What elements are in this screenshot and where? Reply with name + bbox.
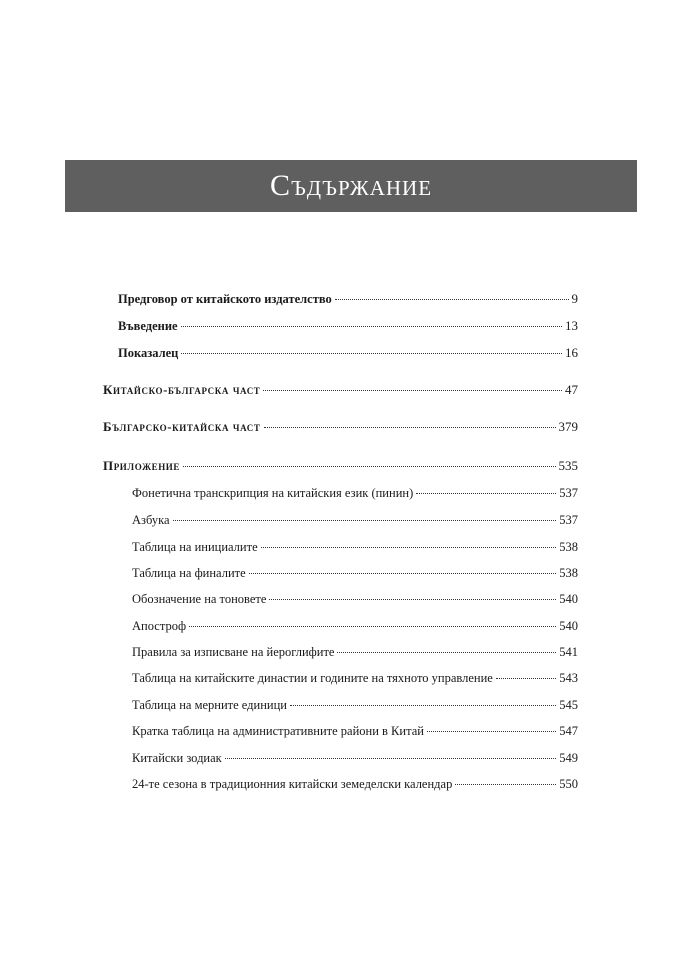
dot-leader: [225, 758, 557, 759]
toc-entry-label: Таблица на китайските династии и годините на тяхното управление: [132, 671, 493, 685]
toc-entry-label: 24-те сезона в традиционния китайски земеделски календар: [132, 777, 453, 791]
toc-entry-label: Апостроф: [132, 619, 187, 633]
toc-entry-appendix-item[interactable]: [132, 777, 578, 797]
dot-leader: [263, 390, 562, 391]
dot-leader: [181, 353, 562, 354]
toc-entry-page: 549: [559, 751, 578, 765]
toc-entry-appendix-item[interactable]: [132, 751, 578, 771]
dot-leader: [337, 652, 556, 653]
toc-entry-page: 537: [559, 513, 578, 527]
toc-entry-appendix-item[interactable]: [132, 540, 578, 560]
toc-entry-page: 16: [565, 345, 578, 360]
toc-entry-label: Приложение: [103, 458, 180, 473]
page-title: Съдържание: [269, 169, 433, 202]
contents-header-banner: [65, 160, 637, 212]
toc-entry-bulgarian-chinese[interactable]: [103, 419, 578, 439]
toc-entry-label: Таблица на инициалите: [132, 540, 258, 554]
dot-leader: [261, 547, 557, 548]
toc-entry-appendix-item[interactable]: [132, 724, 578, 744]
toc-entry-appendix-item[interactable]: [132, 645, 578, 665]
toc-entry-chinese-bulgarian[interactable]: [103, 382, 578, 402]
toc-entry-appendix-item[interactable]: [132, 698, 578, 718]
toc-entry-page: 535: [558, 458, 578, 473]
toc-entry-appendix-item[interactable]: [132, 592, 578, 612]
toc-entry-label: Правила за изписване на йероглифите: [132, 645, 335, 659]
toc-entry-label: Таблица на мерните единици: [132, 698, 287, 712]
toc-entry-page: 47: [565, 382, 578, 397]
dot-leader: [335, 299, 569, 300]
toc-entry-page: 379: [558, 419, 578, 434]
dot-leader: [189, 626, 556, 627]
toc-entry-page: 540: [559, 619, 578, 633]
toc-entry-label: Обозначение на тоновете: [132, 592, 267, 606]
toc-entry-appendix-item[interactable]: [132, 513, 578, 533]
toc-entry-page: 538: [559, 540, 578, 554]
toc-entry-page: 13: [565, 318, 578, 333]
toc-entry-label: Китайско-българска част: [103, 382, 261, 397]
toc-entry-label: Таблица на финалите: [132, 566, 246, 580]
toc-entry-page: 547: [559, 724, 578, 738]
toc-entry-page: 538: [559, 566, 578, 580]
toc-entry-index[interactable]: [118, 345, 578, 365]
toc-entry-label: Кратка таблица на административните райони в Китай: [132, 724, 424, 738]
toc-entry-label: Въведение: [118, 319, 178, 333]
dot-leader: [416, 493, 556, 494]
dot-leader: [249, 573, 557, 574]
toc-entry-preface[interactable]: [118, 291, 578, 311]
dot-leader: [264, 427, 556, 428]
toc-entry-label: Китайски зодиак: [132, 751, 222, 765]
dot-leader: [183, 466, 556, 467]
toc-entry-page: 543: [559, 671, 578, 685]
toc-entry-label: Предговор от китайското издателство: [118, 292, 332, 306]
dot-leader: [290, 705, 556, 706]
toc-entry-page: 9: [571, 291, 578, 306]
dot-leader: [455, 784, 556, 785]
dot-leader: [173, 520, 557, 521]
toc-entry-label: Азбука: [132, 513, 170, 527]
toc-entry-appendix-item[interactable]: [132, 671, 578, 691]
toc-entry-page: 540: [559, 592, 578, 606]
toc-entry-page: 541: [559, 645, 578, 659]
dot-leader: [181, 326, 562, 327]
dot-leader: [269, 599, 556, 600]
toc-entry-appendix-item[interactable]: [132, 486, 578, 506]
toc-entry-appendix-item[interactable]: [132, 619, 578, 639]
toc-entry-label: Българско-китайска част: [103, 419, 261, 434]
toc-entry-page: 550: [559, 777, 578, 791]
toc-entry-label: Фонетична транскрипция на китайския език (пинин): [132, 486, 414, 500]
toc-entry-page: 537: [559, 486, 578, 500]
toc-entry-appendix-item[interactable]: [132, 566, 578, 586]
toc-entry-appendix[interactable]: [103, 458, 578, 478]
toc-entry-label: Показалец: [118, 346, 179, 360]
dot-leader: [427, 731, 556, 732]
toc-entry-page: 545: [559, 698, 578, 712]
toc-entry-introduction[interactable]: [118, 318, 578, 338]
dot-leader: [496, 678, 556, 679]
